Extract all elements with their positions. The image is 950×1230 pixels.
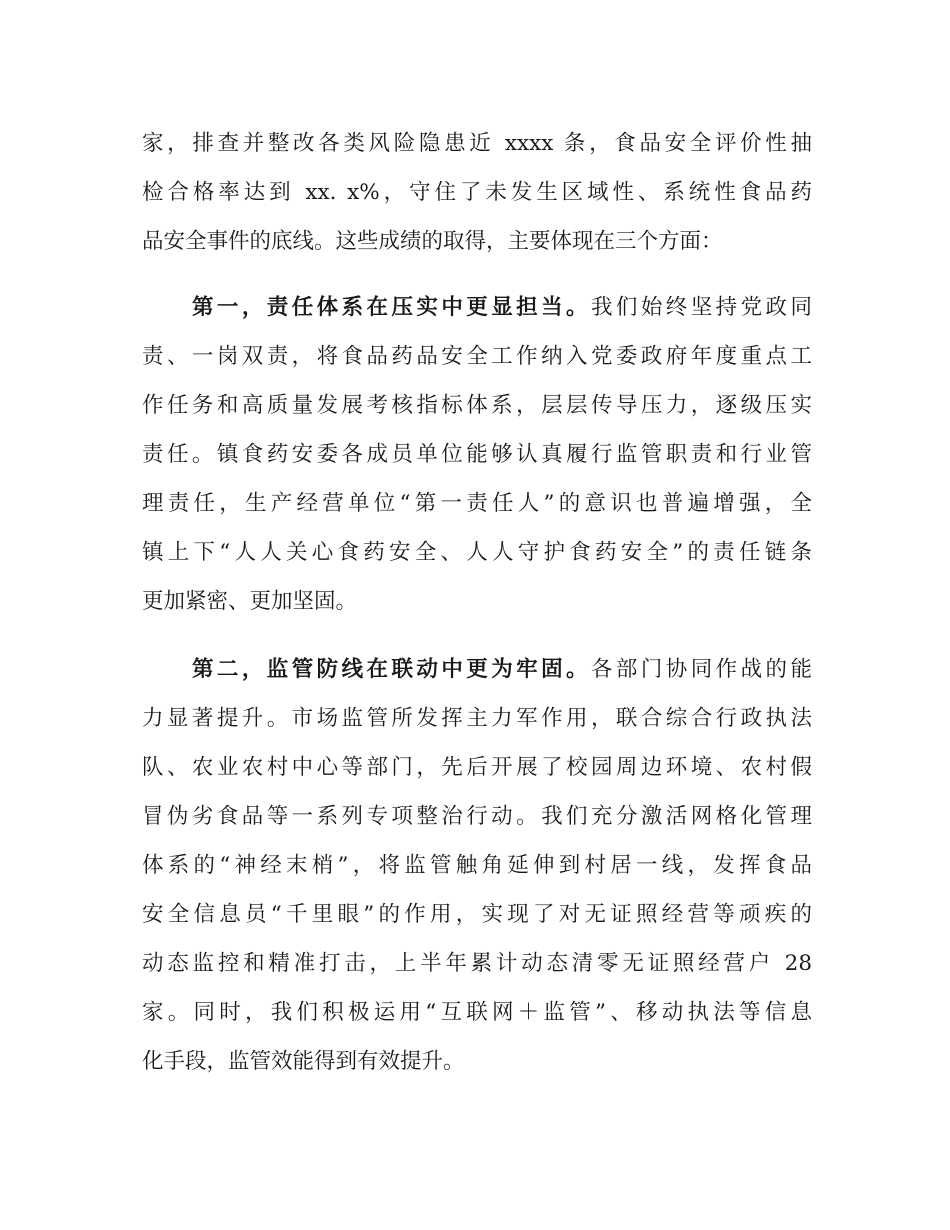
paragraph-3-line-8: 家。同时，我们积极运用“互联网＋监管”、移动执法等信息 bbox=[142, 1000, 812, 1025]
paragraph-3-line-4: 冒伪劣食品等一系列专项整治行动。我们充分激活网格化管理 bbox=[142, 804, 812, 829]
paragraph-2-line-1 bbox=[192, 288, 812, 328]
paragraph-2-line-2: 责、一岗双责，将食品药品安全工作纳入党委政府年度重点工 bbox=[142, 344, 812, 369]
paragraph-2-first-text: 我们始终坚持党政同 bbox=[590, 295, 812, 320]
paragraph-2-line-3: 作任务和高质量发展考核指标体系，层层传导压力，逐级压实 bbox=[142, 393, 812, 418]
paragraph-3-line-5: 体系的“神经末梢”，将监管触角延伸到村居一线，发挥食品 bbox=[142, 853, 812, 878]
paragraph-3-line-6: 安全信息员“千里眼”的作用，实现了对无证照经营等顽疾的 bbox=[142, 902, 812, 927]
paragraph-3-line-2: 力显著提升。市场监管所发挥主力军作用，联合综合行政执法 bbox=[142, 706, 812, 731]
paragraph-3-line-1 bbox=[192, 650, 812, 690]
paragraph-2-line-6: 镇上下“人人关心食药安全、人人守护食药安全”的责任链条 bbox=[142, 540, 812, 565]
paragraph-2-line-5: 理责任，生产经营单位“第一责任人”的意识也普遍增强，全 bbox=[142, 491, 812, 516]
paragraph-3-heading: 第二，监管防线在联动中更为牢固。 bbox=[192, 657, 591, 682]
paragraph-3-line-7: 动态监控和精准打击，上半年累计动态清零无证照经营户 28 bbox=[142, 951, 812, 976]
paragraph-1-line-1: 家，排查并整改各类风险隐患近 xxxx 条，食品安全评价性抽 bbox=[142, 131, 812, 156]
paragraph-1-line-3: 品安全事件的底线。这些成绩的取得，主要体现在三个方面： bbox=[142, 229, 723, 254]
paragraph-1-line-2: 检合格率达到 xx. x%，守住了未发生区域性、系统性食品药 bbox=[142, 180, 812, 205]
paragraph-2-heading: 第一，责任体系在压实中更显担当。 bbox=[192, 295, 591, 320]
paragraph-3-line-3: 队、农业农村中心等部门，先后开展了校园周边环境、农村假 bbox=[142, 755, 812, 780]
paragraph-3-first-text: 各部门协同作战的能 bbox=[590, 657, 812, 682]
paragraph-3-line-9: 化手段，监管效能得到有效提升。 bbox=[142, 1049, 465, 1074]
paragraph-2-line-7: 更加紧密、更加坚固。 bbox=[142, 589, 358, 614]
paragraph-2-line-4: 责任。镇食药安委各成员单位能够认真履行监管职责和行业管 bbox=[142, 442, 812, 467]
